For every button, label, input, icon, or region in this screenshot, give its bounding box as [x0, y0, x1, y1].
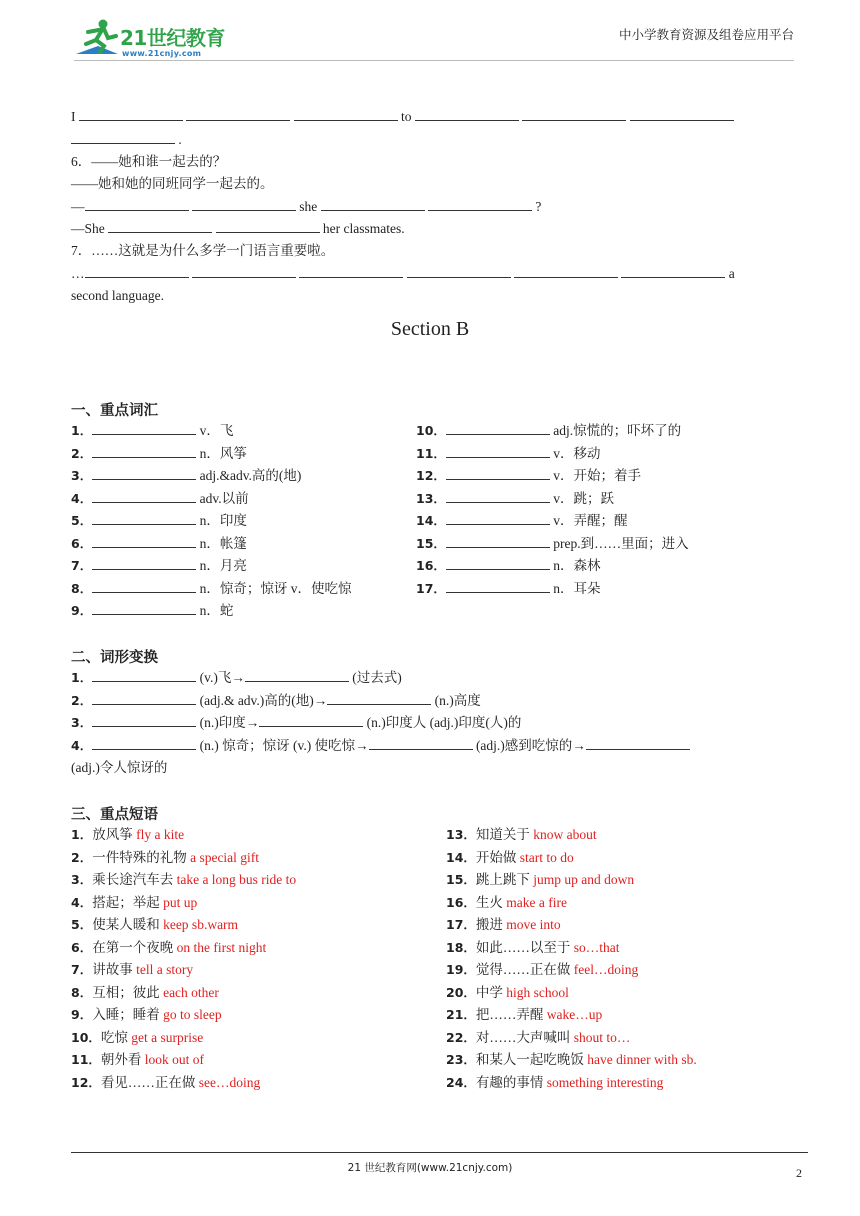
vocab-item: 10． adj.惊慌的；吓坏了的 [416, 423, 682, 438]
vocab-item: 6． n．帐篷 [71, 535, 247, 551]
answer-blank[interactable] [245, 669, 349, 682]
answer-blank[interactable] [259, 714, 363, 727]
page-number: 2 [796, 1166, 802, 1180]
phrase-item: 6．在第一个夜晚 on the first night [71, 939, 267, 955]
answer-blank[interactable] [92, 602, 196, 615]
phrase-item: 9．入睡；睡着 go to sleep [71, 1007, 222, 1022]
logo-url: www.21cnjy.com [122, 49, 202, 58]
answer-blank[interactable] [446, 467, 550, 480]
vocab-item: 5． n．印度 [71, 513, 247, 528]
answer-blank[interactable] [85, 198, 189, 211]
phrase-item: 15．跳上跳下 jump up and down [446, 872, 635, 887]
phrase-item: 18．如此……以至于 so…that [446, 939, 620, 955]
answer-blank[interactable] [369, 737, 473, 750]
vocab-item: 12． v．开始；着手 [416, 468, 642, 483]
vocab-item: 11． v．移动 [416, 445, 601, 461]
phrase-item: 2．一件特殊的礼物 a special gift [71, 849, 260, 865]
form-item: 3． (n.)印度→ (n.)印度人 (adj.)印度(人)的 [71, 715, 522, 730]
section-title: Section B [390, 318, 470, 340]
answer-blank[interactable] [92, 422, 196, 435]
answer-blank[interactable] [92, 714, 196, 727]
answer-blank[interactable] [446, 445, 550, 458]
form-item-continued: (adj.)令人惊讶的 [71, 760, 168, 775]
answer-blank[interactable] [92, 557, 196, 570]
vocab-item: 3． adj.&adv.高的(地) [71, 468, 302, 483]
phrase-item: 8．互相；彼此 each other [71, 984, 219, 1000]
vocab-item: 2． n．风筝 [71, 445, 247, 461]
answer-blank[interactable] [446, 557, 550, 570]
answer-blank[interactable] [446, 580, 550, 593]
answer-blank[interactable] [108, 220, 212, 233]
form-item: 2． (adj.& adv.)高的(地)→ (n.)高度 [71, 692, 481, 708]
exercise-line: —She her classmates. [71, 221, 405, 236]
vocab-heading: 一、重点词汇 [71, 403, 158, 419]
answer-blank[interactable] [79, 108, 183, 121]
vocab-item: 9． n．蛇 [71, 603, 234, 618]
logo-text: 21世纪教育 [120, 26, 225, 50]
vocab-item: 1． v．飞 [71, 423, 234, 438]
exercise-line: — she ? [71, 199, 542, 214]
answer-blank[interactable] [92, 737, 196, 750]
answer-blank[interactable] [428, 198, 532, 211]
forms-list [71, 667, 690, 780]
exercise-line: I to [71, 108, 734, 126]
phrase-item: 23．和某人一起吃晚饭 have dinner with sb. [446, 1052, 697, 1067]
answer-blank[interactable] [446, 512, 550, 525]
phrase-item: 11．朝外看 look out of [71, 1052, 205, 1067]
answer-blank[interactable] [630, 108, 734, 121]
phrase-item: 13．知道关于 know about [446, 827, 597, 842]
phrase-item: 14．开始做 start to do [446, 849, 574, 865]
vocab-item: 4． adv.以前 [71, 490, 249, 506]
vocab-item: 8． n．惊奇；惊讶 v．使吃惊 [71, 580, 352, 596]
exercise-line: . [71, 131, 182, 149]
answer-blank[interactable] [327, 692, 431, 705]
vocab-right-column [416, 420, 689, 600]
answer-blank[interactable] [92, 535, 196, 548]
question-6-prompt-answer: ——她和她的同班同学一起去的。 [71, 176, 274, 191]
vocab-left-column [71, 420, 351, 623]
vocab-item: 17． n．耳朵 [416, 580, 601, 596]
answer-blank[interactable] [92, 467, 196, 480]
form-item: 4． (n.) 惊奇；惊讶 (v.) 使吃惊→ (adj.)感到吃惊的→ [71, 735, 690, 758]
answer-blank[interactable] [92, 445, 196, 458]
answer-blank[interactable] [85, 265, 189, 278]
form-item: 1． (v.)飞→ (过去式) [71, 670, 402, 685]
answer-blank[interactable] [92, 692, 196, 705]
phrases-heading: 三、重点短语 [71, 807, 158, 823]
answer-blank[interactable] [92, 580, 196, 593]
answer-blank[interactable] [321, 198, 425, 211]
phrase-item: 17．搬进 move into [446, 917, 561, 932]
answer-blank[interactable] [92, 490, 196, 503]
phrase-item: 19．觉得……正在做 feel…doing [446, 962, 639, 977]
phrase-item: 1．放风筝 fly a kite [71, 827, 185, 842]
phrase-item: 7．讲故事 tell a story [71, 962, 194, 977]
phrase-item: 24．有趣的事情 something interesting [446, 1074, 664, 1090]
answer-blank[interactable] [407, 265, 511, 278]
exercise-line: … a [71, 266, 735, 281]
answer-blank[interactable] [294, 108, 398, 121]
answer-blank[interactable] [192, 265, 296, 278]
answer-blank[interactable] [522, 108, 626, 121]
answer-blank[interactable] [446, 490, 550, 503]
phrase-item: 21．把……弄醒 wake…up [446, 1007, 603, 1022]
phrase-item: 20．中学 high school [446, 984, 569, 1000]
vocab-item: 13． v．跳；跃 [416, 490, 615, 506]
platform-name: 中小学教育资源及组卷应用平台 [618, 28, 794, 42]
phrase-item: 22．对……大声喊叫 shout to… [446, 1029, 631, 1045]
answer-blank[interactable] [299, 265, 403, 278]
exercise-line-end: second language. [71, 288, 164, 303]
vocab-item: 15． prep.到……里面；进入 [416, 535, 689, 551]
answer-blank[interactable] [446, 535, 550, 548]
phrase-item: 10．吃惊 get a surprise [71, 1029, 204, 1045]
forms-heading: 二、词形变换 [71, 650, 158, 666]
footer-divider [71, 1152, 808, 1153]
question-6-prompt: 6．——她和谁一起去的？ [71, 154, 227, 169]
site-logo [74, 16, 249, 60]
question-7-prompt: 7．……这就是为什么多学一门语言重要啦。 [71, 243, 335, 258]
vocab-item: 7． n．月亮 [71, 558, 247, 573]
phrase-item: 3．乘长途汽车去 take a long bus ride to [71, 872, 297, 887]
answer-blank[interactable] [186, 108, 290, 121]
answer-blank[interactable] [92, 669, 196, 682]
answer-blank[interactable] [586, 737, 690, 750]
answer-blank[interactable] [446, 422, 550, 435]
vocab-item: 14． v．弄醒；醒 [416, 513, 628, 528]
answer-blank[interactable] [92, 512, 196, 525]
phrase-item: 5．使某人暖和 keep sb.warm [71, 917, 239, 932]
phrase-item: 4．搭起；举起 put up [71, 894, 198, 910]
header-divider [74, 60, 794, 61]
vocab-item: 16． n．森林 [416, 558, 601, 573]
answer-blank[interactable] [192, 198, 296, 211]
answer-blank[interactable] [216, 220, 320, 233]
phrases-right-column [446, 824, 697, 1094]
phrase-item: 16．生火 make a fire [446, 894, 567, 910]
phrase-item: 12．看见……正在做 see…doing [71, 1074, 261, 1090]
answer-blank[interactable] [621, 265, 725, 278]
phrases-left-column [71, 824, 296, 1094]
answer-blank[interactable] [514, 265, 618, 278]
footer-text: 21 世纪教育网(www.21cnjy.com) [347, 1162, 513, 1174]
answer-blank[interactable] [415, 108, 519, 121]
runner-logo-icon [74, 18, 120, 58]
answer-blank[interactable] [71, 131, 175, 144]
